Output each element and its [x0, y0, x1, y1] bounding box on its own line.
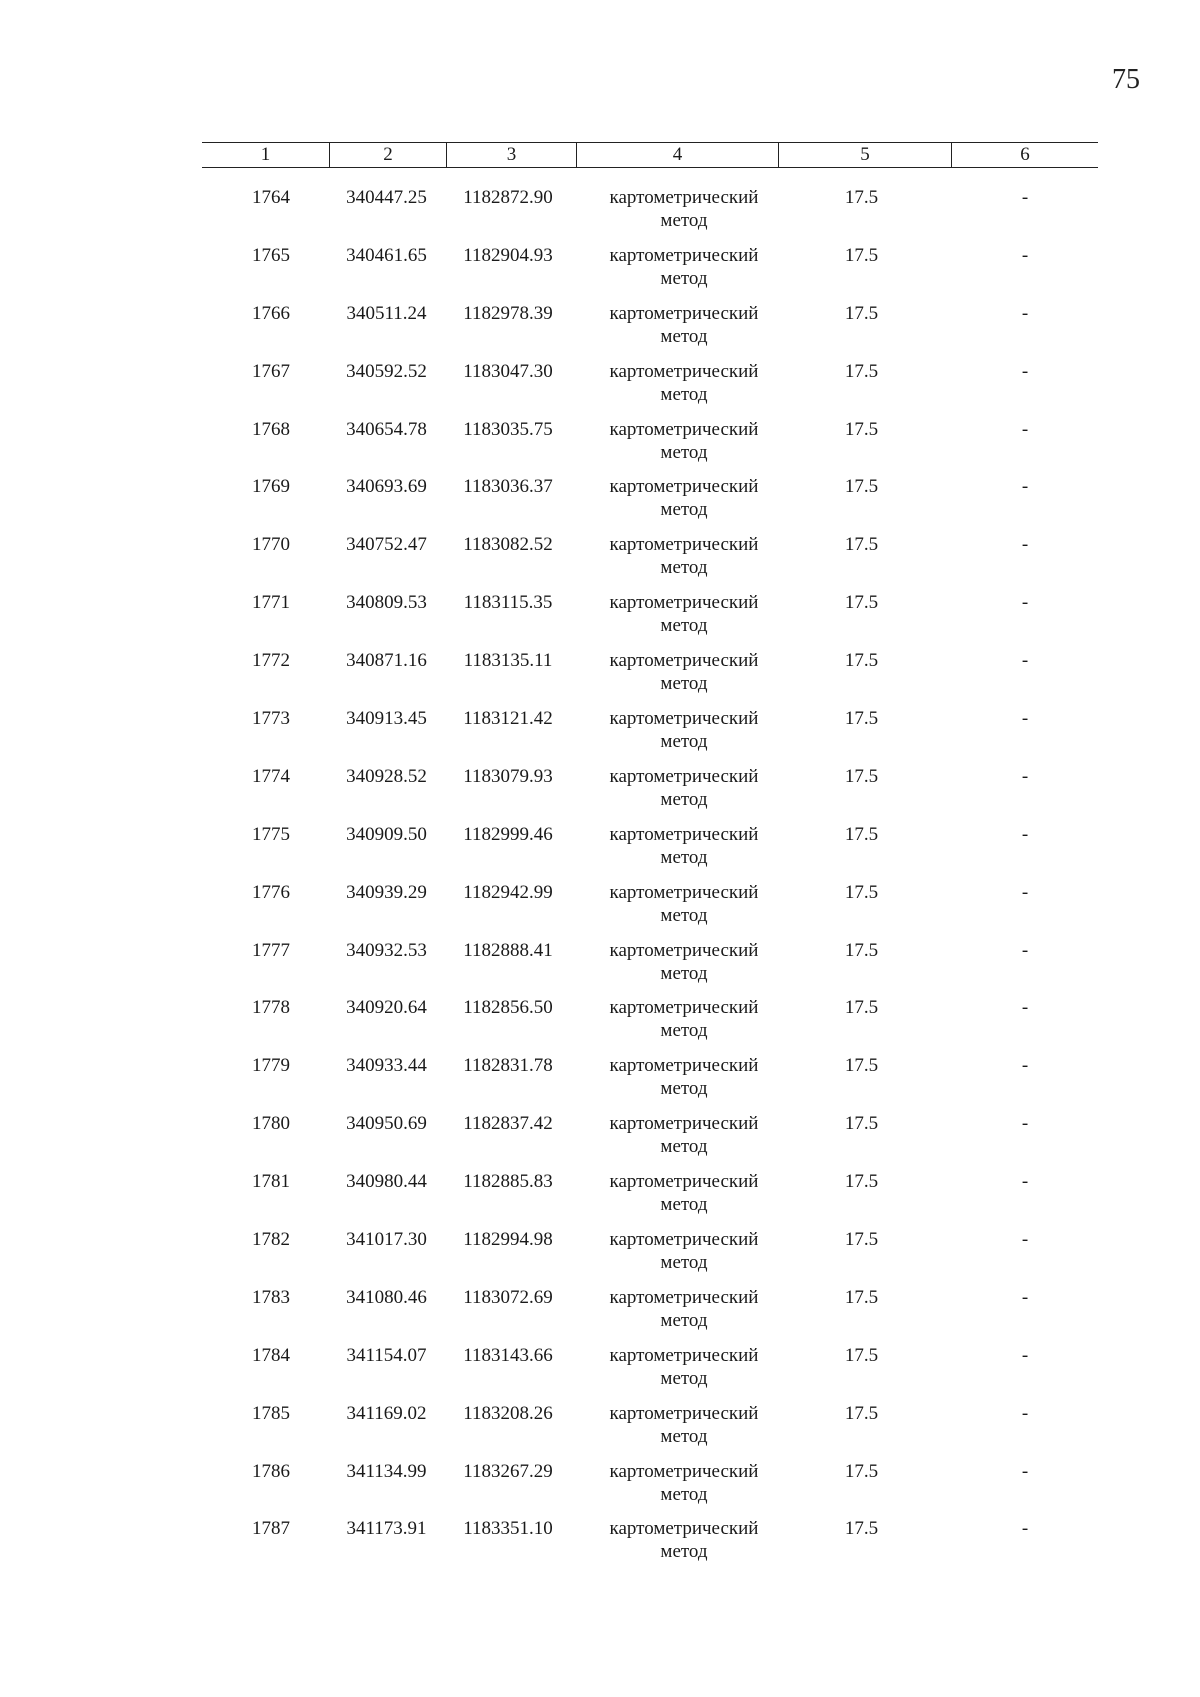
method-line-2: метод: [660, 846, 708, 868]
y-coordinate-cell: 1182994.98: [463, 1229, 553, 1251]
note-cell: -: [1021, 650, 1029, 672]
table-row: [202, 1460, 1098, 1518]
y-coordinate-cell: 1182856.50: [463, 997, 553, 1019]
precision-cell: 17.5: [844, 1460, 879, 1482]
precision-cell: 17.5: [844, 476, 879, 498]
note-cell: -: [1021, 1229, 1029, 1251]
note-cell: -: [1021, 476, 1029, 498]
method-cell: [577, 302, 779, 360]
method-line-2: метод: [660, 1483, 708, 1505]
x-coordinate-cell: 340909.50: [346, 823, 427, 845]
point-number-cell: 1769: [252, 476, 290, 498]
method-line-1: картометрический: [609, 997, 759, 1019]
precision-cell: 17.5: [844, 1055, 879, 1077]
x-coordinate-cell: 341080.46: [346, 1286, 427, 1308]
x-coordinate-cell: 340950.69: [346, 1113, 427, 1135]
method-line-1: картометрический: [609, 823, 759, 845]
method-line-1: картометрический: [609, 650, 759, 672]
method-line-2: метод: [660, 325, 708, 347]
point-number-cell: 1780: [252, 1113, 290, 1135]
note-cell: -: [1021, 187, 1029, 208]
table-row: [202, 1228, 1098, 1286]
method-cell: [577, 186, 779, 244]
table-row: [202, 881, 1098, 939]
precision-cell: 17.5: [844, 592, 879, 614]
precision-cell: 17.5: [844, 708, 879, 730]
note-cell: -: [1021, 1286, 1029, 1308]
y-coordinate-cell: 1183208.26: [463, 1402, 553, 1424]
x-coordinate-cell: 340913.45: [346, 708, 427, 730]
y-coordinate-cell: 1182942.99: [463, 881, 553, 903]
note-cell: -: [1021, 881, 1029, 903]
x-coordinate-cell: 340809.53: [346, 592, 427, 614]
method-line-2: метод: [660, 210, 708, 231]
note-cell: -: [1021, 1402, 1029, 1424]
x-coordinate-cell: 341169.02: [346, 1402, 427, 1424]
precision-cell: 17.5: [844, 997, 879, 1019]
table-row: [202, 1402, 1098, 1460]
method-line-1: картометрический: [609, 1518, 759, 1540]
point-number-cell: 1781: [252, 1171, 290, 1193]
table-row: [202, 360, 1098, 418]
x-coordinate-cell: 340447.25: [346, 187, 427, 208]
method-cell: [577, 939, 779, 997]
table-row: [202, 591, 1098, 649]
table-body: [202, 186, 1098, 1575]
method-line-1: картометрический: [609, 1344, 759, 1366]
table-row: [202, 649, 1098, 707]
note-cell: -: [1021, 708, 1029, 730]
y-coordinate-cell: 1182831.78: [463, 1055, 553, 1077]
y-coordinate-cell: 1183267.29: [463, 1460, 553, 1482]
method-line-2: метод: [660, 557, 708, 579]
x-coordinate-cell: 340654.78: [346, 418, 427, 440]
method-line-2: метод: [660, 499, 708, 521]
note-cell: -: [1021, 534, 1029, 556]
method-line-2: метод: [660, 1425, 708, 1447]
note-cell: -: [1021, 823, 1029, 845]
y-coordinate-cell: 1183035.75: [463, 418, 553, 440]
table-row: [202, 1170, 1098, 1228]
method-line-1: картометрический: [609, 1229, 759, 1251]
method-line-2: метод: [660, 731, 708, 753]
point-number-cell: 1767: [252, 360, 290, 382]
point-number-cell: 1765: [252, 244, 290, 266]
header-cell-1: 1: [202, 143, 330, 167]
precision-cell: 17.5: [844, 244, 879, 266]
x-coordinate-cell: 340461.65: [346, 244, 427, 266]
method-cell: [577, 996, 779, 1054]
precision-cell: 17.5: [844, 1518, 879, 1540]
point-number-cell: 1766: [252, 302, 290, 324]
table-row: [202, 1054, 1098, 1112]
page-number: 75: [1112, 64, 1140, 95]
table-row: [202, 823, 1098, 881]
x-coordinate-cell: 340592.52: [346, 360, 427, 382]
note-cell: -: [1021, 244, 1029, 266]
method-line-1: картометрический: [609, 1460, 759, 1482]
point-number-cell: 1771: [252, 592, 290, 614]
method-line-2: метод: [660, 904, 708, 926]
note-cell: -: [1021, 592, 1029, 614]
precision-cell: 17.5: [844, 418, 879, 440]
method-cell: [577, 1170, 779, 1228]
y-coordinate-cell: 1183115.35: [463, 592, 553, 614]
note-cell: -: [1021, 939, 1029, 961]
method-line-2: метод: [660, 615, 708, 637]
header-cell-4: 4: [577, 143, 779, 167]
table-row: [202, 475, 1098, 533]
note-cell: -: [1021, 997, 1029, 1019]
method-line-1: картометрический: [609, 1171, 759, 1193]
method-cell: [577, 1344, 779, 1402]
y-coordinate-cell: 1182872.90: [463, 187, 553, 208]
note-cell: -: [1021, 418, 1029, 440]
y-coordinate-cell: 1183121.42: [463, 708, 553, 730]
y-coordinate-cell: 1182837.42: [463, 1113, 553, 1135]
method-cell: [577, 881, 779, 939]
point-number-cell: 1783: [252, 1286, 290, 1308]
method-line-2: метод: [660, 1541, 708, 1563]
method-line-2: метод: [660, 1194, 708, 1216]
method-line-2: метод: [660, 788, 708, 810]
x-coordinate-cell: 340932.53: [346, 939, 427, 961]
method-cell: [577, 765, 779, 823]
precision-cell: 17.5: [844, 765, 879, 787]
precision-cell: 17.5: [844, 881, 879, 903]
method-line-1: картометрический: [609, 534, 759, 556]
y-coordinate-cell: 1183079.93: [463, 765, 553, 787]
method-line-2: метод: [660, 962, 708, 984]
method-cell: [577, 244, 779, 302]
x-coordinate-cell: 340920.64: [346, 997, 427, 1019]
method-cell: [577, 823, 779, 881]
header-cell-5: 5: [779, 143, 952, 167]
table-row: [202, 1517, 1098, 1575]
method-line-2: метод: [660, 441, 708, 463]
header-cell-2: 2: [330, 143, 447, 167]
method-cell: [577, 475, 779, 533]
note-cell: -: [1021, 1344, 1029, 1366]
x-coordinate-cell: 340939.29: [346, 881, 427, 903]
precision-cell: 17.5: [844, 1113, 879, 1135]
header-cell-3: 3: [447, 143, 577, 167]
method-cell: [577, 649, 779, 707]
table-row: [202, 1112, 1098, 1170]
x-coordinate-cell: 341134.99: [346, 1460, 427, 1482]
y-coordinate-cell: 1183135.11: [463, 650, 553, 672]
note-cell: -: [1021, 765, 1029, 787]
table-header-row: [202, 142, 1098, 168]
y-coordinate-cell: 1183036.37: [463, 476, 553, 498]
x-coordinate-cell: 340928.52: [346, 765, 427, 787]
note-cell: -: [1021, 1113, 1029, 1135]
note-cell: -: [1021, 360, 1029, 382]
note-cell: -: [1021, 1518, 1029, 1540]
method-cell: [577, 1228, 779, 1286]
method-cell: [577, 418, 779, 476]
precision-cell: 17.5: [844, 1229, 879, 1251]
x-coordinate-cell: 340980.44: [346, 1171, 427, 1193]
point-number-cell: 1787: [252, 1518, 290, 1540]
note-cell: -: [1021, 1460, 1029, 1482]
y-coordinate-cell: 1183351.10: [463, 1518, 553, 1540]
header-cell-6: 6: [1020, 144, 1030, 165]
x-coordinate-cell: 341154.07: [346, 1344, 427, 1366]
method-line-2: метод: [660, 1252, 708, 1274]
y-coordinate-cell: 1182885.83: [463, 1171, 553, 1193]
method-line-1: картометрический: [609, 302, 759, 324]
x-coordinate-cell: 340511.24: [346, 302, 427, 324]
point-number-cell: 1786: [252, 1460, 290, 1482]
table-row: [202, 186, 1098, 244]
table-row: [202, 765, 1098, 823]
y-coordinate-cell: 1183082.52: [463, 534, 553, 556]
point-number-cell: 1778: [252, 997, 290, 1019]
method-line-1: картометрический: [609, 476, 759, 498]
table-row: [202, 302, 1098, 360]
y-coordinate-cell: 1182904.93: [463, 244, 553, 266]
x-coordinate-cell: 340693.69: [346, 476, 427, 498]
table-row: [202, 418, 1098, 476]
method-cell: [577, 707, 779, 765]
coordinates-table: [202, 142, 1098, 1575]
method-cell: [577, 533, 779, 591]
x-coordinate-cell: 341017.30: [346, 1229, 427, 1251]
x-coordinate-cell: 341173.91: [346, 1518, 427, 1540]
method-line-2: метод: [660, 673, 708, 695]
y-coordinate-cell: 1183072.69: [463, 1286, 553, 1308]
method-line-1: картометрический: [609, 765, 759, 787]
precision-cell: 17.5: [844, 823, 879, 845]
precision-cell: 17.5: [844, 650, 879, 672]
method-line-1: картометрический: [609, 244, 759, 266]
method-line-2: метод: [660, 1309, 708, 1331]
y-coordinate-cell: 1182999.46: [463, 823, 553, 845]
method-line-1: картометрический: [609, 939, 759, 961]
point-number-cell: 1779: [252, 1055, 290, 1077]
method-line-2: метод: [660, 1078, 708, 1100]
table-row: [202, 244, 1098, 302]
point-number-cell: 1782: [252, 1229, 290, 1251]
method-line-1: картометрический: [609, 592, 759, 614]
y-coordinate-cell: 1183047.30: [463, 360, 553, 382]
precision-cell: 17.5: [844, 360, 879, 382]
method-line-2: метод: [660, 1136, 708, 1158]
point-number-cell: 1776: [252, 881, 290, 903]
method-line-2: метод: [660, 383, 708, 405]
table-row: [202, 533, 1098, 591]
note-cell: -: [1021, 1171, 1029, 1193]
method-cell: [577, 1460, 779, 1518]
method-line-1: картометрический: [609, 187, 759, 208]
table-row: [202, 707, 1098, 765]
precision-cell: 17.5: [844, 1402, 879, 1424]
y-coordinate-cell: 1182978.39: [463, 302, 553, 324]
method-line-2: метод: [660, 1020, 708, 1042]
point-number-cell: 1784: [252, 1344, 290, 1366]
table-row: [202, 1344, 1098, 1402]
precision-cell: 17.5: [844, 534, 879, 556]
point-number-cell: 1773: [252, 708, 290, 730]
x-coordinate-cell: 340871.16: [346, 650, 427, 672]
method-cell: [577, 1517, 779, 1575]
table-row: [202, 996, 1098, 1054]
point-number-cell: 1777: [252, 939, 290, 961]
method-line-1: картометрический: [609, 360, 759, 382]
method-cell: [577, 591, 779, 649]
method-line-1: картометрический: [609, 418, 759, 440]
precision-cell: 17.5: [844, 187, 879, 208]
precision-cell: 17.5: [844, 1171, 879, 1193]
method-cell: [577, 1286, 779, 1344]
point-number-cell: 1774: [252, 765, 290, 787]
precision-cell: 17.5: [844, 1344, 879, 1366]
note-cell: -: [1021, 302, 1029, 324]
x-coordinate-cell: 340933.44: [346, 1055, 427, 1077]
point-number-cell: 1768: [252, 418, 290, 440]
point-number-cell: 1775: [252, 823, 290, 845]
y-coordinate-cell: 1183143.66: [463, 1344, 553, 1366]
precision-cell: 17.5: [844, 302, 879, 324]
method-line-1: картометрический: [609, 1113, 759, 1135]
method-line-1: картометрический: [609, 708, 759, 730]
x-coordinate-cell: 340752.47: [346, 534, 427, 556]
method-cell: [577, 1112, 779, 1170]
table-row: [202, 939, 1098, 997]
method-cell: [577, 1054, 779, 1112]
method-line-1: картометрический: [609, 1055, 759, 1077]
y-coordinate-cell: 1182888.41: [463, 939, 553, 961]
method-cell: [577, 1402, 779, 1460]
point-number-cell: 1785: [252, 1402, 290, 1424]
method-line-2: метод: [660, 1367, 708, 1389]
method-line-1: картометрический: [609, 881, 759, 903]
method-line-1: картометрический: [609, 1402, 759, 1424]
point-number-cell: 1764: [252, 187, 290, 208]
note-cell: -: [1021, 1055, 1029, 1077]
precision-cell: 17.5: [844, 939, 879, 961]
precision-cell: 17.5: [844, 1286, 879, 1308]
method-line-1: картометрический: [609, 1286, 759, 1308]
table-row: [202, 1286, 1098, 1344]
point-number-cell: 1772: [252, 650, 290, 672]
method-cell: [577, 360, 779, 418]
method-line-2: метод: [660, 267, 708, 289]
point-number-cell: 1770: [252, 534, 290, 556]
